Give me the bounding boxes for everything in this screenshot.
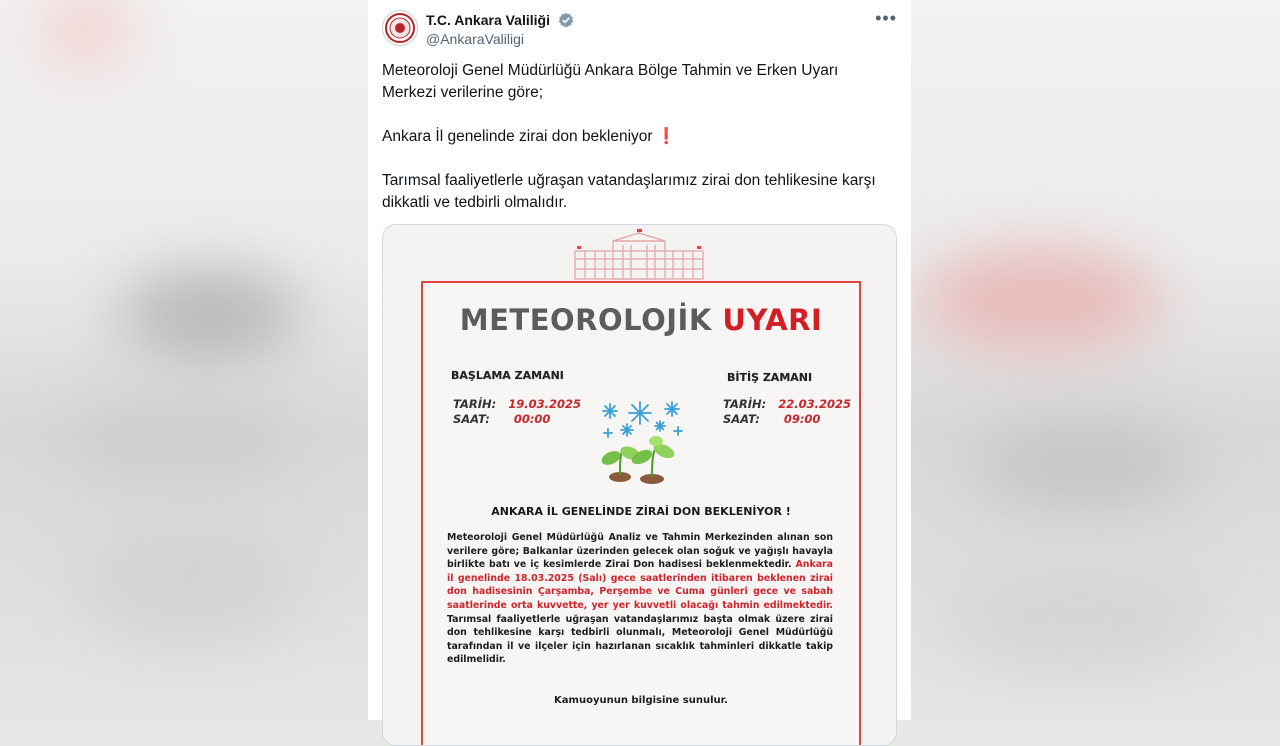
tweet-paragraph-2 [382, 126, 887, 148]
end-time-value: 09:00 [783, 412, 821, 426]
poster-body-highlight: Ankara il genelinde 18.03.2025 (Salı) gece saatlerinden itibaren beklenen zirai don hadisesinin Çarşamba, Perşembe ve Cuma günleri gece ve sabah saatlerinde orta kuvvette, yer yer kuvvetli olacağı tahmin edilmektedir. [447, 559, 833, 611]
end-date-row [723, 397, 851, 412]
warning-poster [421, 281, 861, 746]
account-handle[interactable]: @AnkaraValiligi [426, 31, 524, 47]
end-time-key: SAAT: [723, 412, 760, 426]
poster-body-paragraph-2: Tarımsal faaliyetlerle uğraşan vatandaşlarımız başta olmak üzere zirai don tehlikesine karşı tedbirli olunmalı, Meteoroloji Genel Müdürlüğü tarafından il ve ilçeler için hazırlanan sıcaklık tahminleri dikkatle takip edilmelidir. [447, 613, 833, 666]
start-date-key: TARİH: [453, 397, 497, 411]
start-time-key: SAAT: [453, 412, 490, 426]
tweet-paragraph-3: Tarımsal faaliyetlerle uğraşan vatandaşlarımız zirai don tehlikesine karşı dikkatli ve tedbirli olmalıdır. [382, 172, 876, 211]
end-time-label: BİTİŞ ZAMANI [727, 371, 813, 384]
tweet [368, 0, 911, 720]
tweet-paragraph-2-text: Ankara İl genelinde zirai don bekleniyor [382, 128, 653, 145]
poster-body-paragraph-1: Meteoroloji Genel Müdürlüğü Analiz ve Tahmin Merkezinden alınan son verilere göre; Balkanlar üzerinden gelecek olan soğuk ve yağışlı havayla birlikte batı ve iç kesimlerde Zirai Don hadisesi beklenmektedir. [447, 532, 833, 571]
start-date-value: 19.03.2025 [508, 397, 581, 411]
exclamation-icon: ❗ [656, 128, 677, 145]
end-date-key: TARİH: [723, 397, 767, 411]
tweet-text [382, 60, 887, 236]
media-card[interactable] [382, 224, 897, 746]
end-date-value: 22.03.2025 [778, 397, 851, 411]
poster-subtitle: ANKARA İL GENELİNDE ZİRAİ DON BEKLENİYOR ! [491, 505, 791, 518]
poster-title-main: METEOROLOJİK [459, 303, 712, 337]
building-icon [573, 229, 705, 281]
poster-title [423, 303, 859, 337]
background-right [910, 0, 1280, 720]
end-time-row [723, 412, 820, 427]
poster-closing: Kamuoyunun bilgisine sunulur. [554, 695, 728, 706]
background-left [0, 0, 370, 720]
tweet-paragraph-1: Meteoroloji Genel Müdürlüğü Ankara Bölge Tahmin ve Erken Uyarı Merkezi verilerine göre; [382, 62, 839, 101]
tweet-header [382, 10, 897, 50]
account-name[interactable]: T.C. Ankara Valiliği [426, 12, 550, 28]
ankara-seal-icon [385, 13, 415, 43]
poster-body [447, 531, 833, 667]
start-time-label: BAŞLAMA ZAMANI [451, 369, 564, 382]
start-time-row [453, 412, 550, 427]
start-time-value: 00:00 [513, 412, 551, 426]
more-options-icon[interactable]: ••• [875, 8, 897, 28]
frost-plant-icon [598, 395, 688, 487]
verified-badge-icon [558, 12, 574, 28]
avatar[interactable] [382, 10, 418, 46]
poster-title-accent: UYARI [722, 303, 823, 337]
start-date-row [453, 397, 581, 412]
